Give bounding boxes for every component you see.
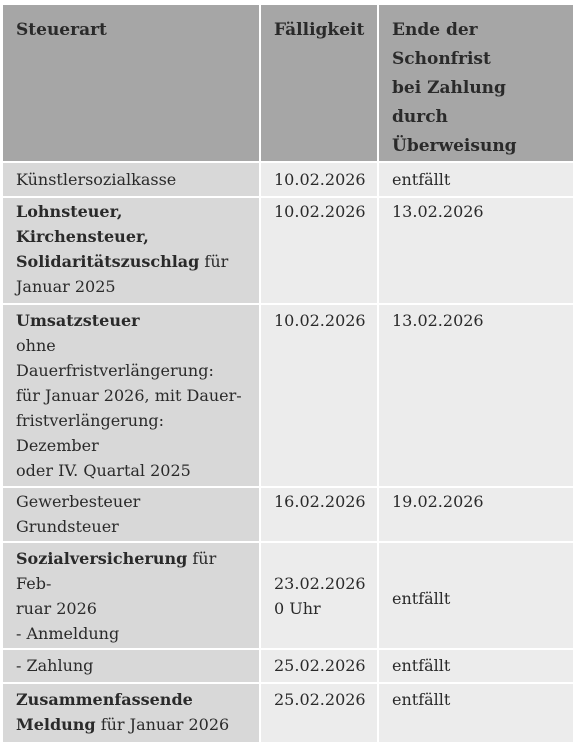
cell-faelligkeit: 25.02.2026	[260, 683, 378, 743]
tax-name-line: Januar 2025	[16, 277, 116, 296]
header-row	[2, 4, 574, 162]
cell-schonfrist	[378, 542, 574, 649]
due-line: 23.02.2026	[274, 574, 366, 593]
header-faelligkeit: Fälligkeit	[260, 4, 378, 162]
tax-name-line: Gewerbesteuer	[16, 492, 141, 511]
cell-schonfrist: entfällt	[378, 683, 574, 743]
tax-name-line: ohne Dauerfristverlängerung:	[16, 336, 214, 380]
tax-name-rest: für	[199, 252, 229, 271]
cell-faelligkeit: 25.02.2026	[260, 649, 378, 683]
tax-name-line: - Anmeldung	[16, 624, 120, 643]
tax-name-line: fristverlängerung: Dezember	[16, 411, 165, 455]
cell-steuerart	[2, 197, 260, 304]
tax-name-bold: Umsatzsteuer	[16, 311, 140, 330]
table-row	[2, 304, 574, 487]
table-row	[2, 197, 574, 304]
due-line: 0 Uhr	[274, 599, 321, 618]
tax-name-line: Grundsteuer	[16, 517, 119, 536]
cell-steuerart	[2, 542, 260, 649]
grace-line: entfällt	[392, 589, 451, 608]
cell-steuerart	[2, 487, 260, 542]
table-row	[2, 162, 574, 197]
tax-name-line: ruar 2026	[16, 599, 97, 618]
tax-name-rest: für Feb-	[16, 549, 217, 593]
header-steuerart: Steuerart	[2, 4, 260, 162]
cell-schonfrist: entfällt	[378, 649, 574, 683]
tax-name-rest: für Januar 2026	[95, 715, 230, 734]
table-row	[2, 683, 574, 743]
cell-schonfrist: 13.02.2026	[378, 304, 574, 487]
tax-name-line: für Januar 2026, mit Dauer-	[16, 386, 242, 405]
header-schonfrist-line3: Überweisung	[392, 136, 517, 156]
tax-name-bold: Meldung	[16, 715, 96, 734]
cell-schonfrist: 19.02.2026	[378, 487, 574, 542]
tax-name-bold: Zusammenfassende	[16, 690, 193, 709]
table-header	[2, 4, 574, 162]
cell-schonfrist: entfällt	[378, 162, 574, 197]
cell-schonfrist: 13.02.2026	[378, 197, 574, 304]
cell-faelligkeit: 16.02.2026	[260, 487, 378, 542]
cell-faelligkeit: 10.02.2026	[260, 304, 378, 487]
tax-deadline-table	[1, 3, 574, 744]
table-body	[2, 162, 574, 743]
cell-steuerart: - Zahlung	[2, 649, 260, 683]
cell-faelligkeit	[260, 542, 378, 649]
header-schonfrist-line2: bei Zahlung durch	[392, 78, 506, 127]
cell-faelligkeit: 10.02.2026	[260, 162, 378, 197]
tax-name-line: oder IV. Quartal 2025	[16, 461, 191, 480]
table-row	[2, 542, 574, 649]
cell-steuerart: Künstlersozialkasse	[2, 162, 260, 197]
tax-name-bold: Sozialversicherung	[16, 549, 188, 568]
cell-steuerart	[2, 683, 260, 743]
header-schonfrist	[378, 4, 574, 162]
tax-name-bold: Lohnsteuer, Kirchensteuer,	[16, 202, 149, 246]
table-row	[2, 487, 574, 542]
tax-name-bold: Solidaritätszuschlag	[16, 252, 200, 271]
table-row	[2, 649, 574, 683]
cell-faelligkeit: 10.02.2026	[260, 197, 378, 304]
cell-steuerart	[2, 304, 260, 487]
header-schonfrist-line1: Ende der Schonfrist	[392, 20, 491, 69]
